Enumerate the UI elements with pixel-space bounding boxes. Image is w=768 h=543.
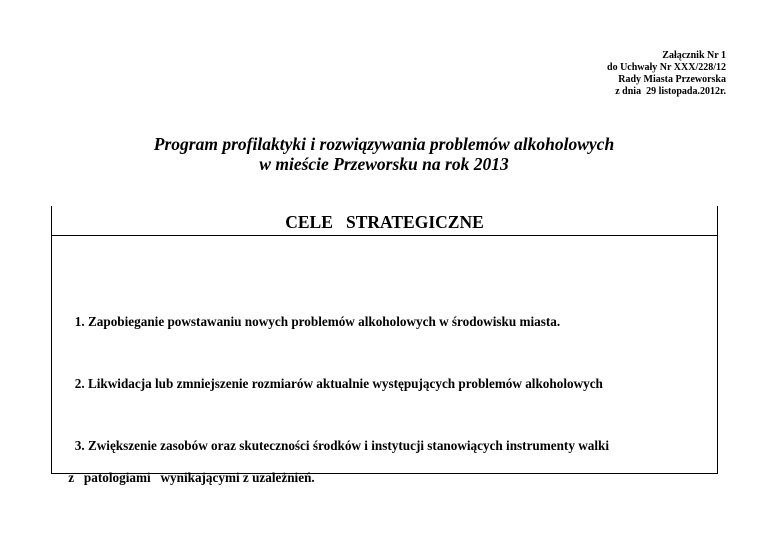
goal-item: [55, 298, 712, 346]
heading-divider: [51, 235, 718, 236]
goal-text: 1. Zapobieganie powstawaniu nowych problemów alkoholowych w środowisku miasta.: [74, 314, 561, 329]
attachment-council-line: Rady Miasta Przeworska: [618, 74, 726, 85]
goal-text-continuation: z patologiami wynikającymi z uzależnień.: [55, 470, 315, 485]
goal-item: [55, 422, 712, 518]
frame-right-border: [717, 206, 718, 474]
document-title-line-1: Program profilaktyki i rozwiązywania problemów alkoholowych: [153, 134, 615, 154]
goal-item: [55, 360, 712, 408]
attachment-line: Załącznik Nr 1: [662, 50, 726, 61]
attachment-note: [506, 50, 726, 98]
attachment-date-line: z dnia 29 listopada.2012r.: [615, 86, 726, 97]
document-title: [0, 134, 768, 174]
strategic-goals-frame: [51, 206, 718, 485]
frame-left-border: [51, 206, 52, 474]
document-title-line-2: w mieście Przeworsku na rok 2013: [259, 154, 509, 174]
goal-text: 2. Likwidacja lub zmniejszenie rozmiarów aktualnie występujących problemów alkoholowych: [74, 376, 603, 391]
section-heading: CELE STRATEGICZNE: [285, 212, 484, 232]
goal-text: 3. Zwiększenie zasobów oraz skuteczności środków i instytucji stanowiących instrumenty walki: [74, 438, 609, 453]
attachment-resolution-line: do Uchwały Nr XXX/228/12: [607, 62, 726, 73]
goals-list: [55, 298, 712, 532]
